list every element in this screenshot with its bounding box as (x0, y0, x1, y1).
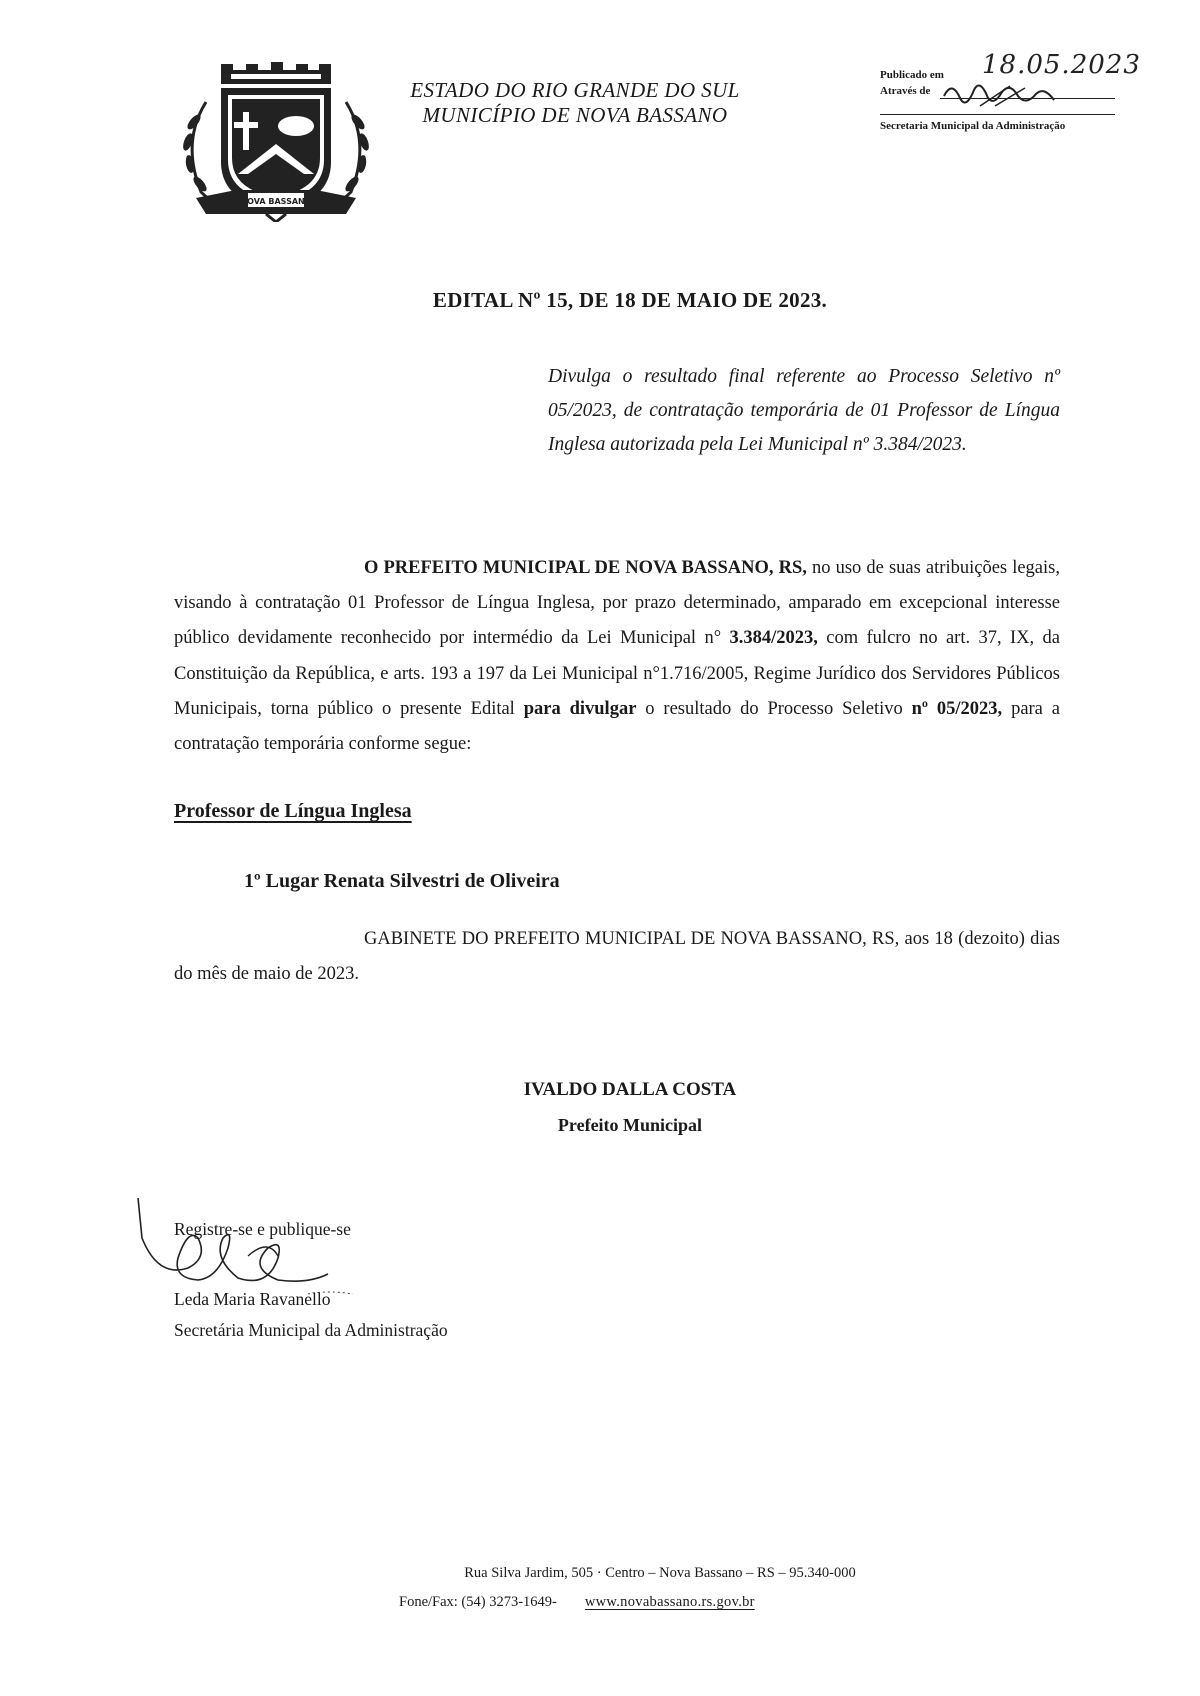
municipality-name: MUNICÍPIO DE NOVA BASSANO (422, 103, 728, 127)
law-reference: 3.384/2023, (729, 628, 818, 649)
footer-phone: Fone/Fax: (54) 3273-1649- (399, 1594, 557, 1610)
body-text-3: o resultado do Processo Seletivo (636, 698, 912, 719)
body-text-1: no uso de suas atribuições legais, visando à contratação 01 Professor de Língua Inglesa, por prazo determinado, amparado em excepcional interesse público devidamente reconhecido por intermédio da Lei Municipal n° (174, 558, 1060, 649)
registrar-title: Secretária Municipal da Administração (174, 1320, 448, 1340)
svg-text:NOVA BASSANO: NOVA BASSANO (240, 197, 312, 206)
action-phrase: para divulgar (523, 698, 637, 719)
coat-of-arms-logo (176, 62, 376, 222)
body-text-4: para a contratação temporária conforme segue: (174, 698, 1060, 755)
document-title: EDITAL Nº 15, DE 18 DE MAIO DE 2023. (432, 288, 828, 312)
department-label: Secretaria Municipal da Administração (880, 120, 1066, 132)
body-text-2: com fulcro no art. 37, IX, da Constituição da República, e arts. 193 a 197 da Lei Municipal n°1.716/2005, Regime Jurídico dos Servidores Públicos Municipais, torna público o presente Edital (174, 628, 1060, 719)
state-name: ESTADO DO RIO GRANDE DO SUL (410, 78, 740, 102)
closing-paragraph (174, 922, 1060, 992)
body-lead: O PREFEITO MUNICIPAL DE NOVA BASSANO, RS, (364, 558, 807, 578)
result-entry: 1º Lugar Renata Silvestri de Oliveira (244, 870, 560, 892)
body-paragraph (174, 551, 1060, 762)
publication-stamp (880, 50, 1141, 138)
via-label: Através de (880, 85, 931, 97)
section-title: Professor de Língua Inglesa (174, 800, 412, 822)
published-label: Publicado em (880, 69, 944, 81)
registration-text: Registre-se e publique-se (174, 1219, 351, 1239)
footer-contact (399, 1594, 755, 1611)
footer-website-link[interactable]: www.novabassano.rs.gov.br (584, 1594, 755, 1610)
published-date: 18.05.2023 (982, 50, 1141, 80)
signer-title: Prefeito Municipal (557, 1115, 703, 1135)
closing-text: GABINETE DO PREFEITO MUNICIPAL DE NOVA BASSANO, RS, aos 18 (dezoito) dias do mês de maio de 2023. (174, 929, 1060, 984)
registrar-name: Leda Maria Ravanello (174, 1289, 331, 1309)
process-reference: nº 05/2023, (911, 698, 1003, 719)
signer-name: IVALDO DALLA COSTA (523, 1079, 737, 1100)
stamp-signature-icon (940, 76, 1060, 112)
abstract-text: Divulga o resultado final referente ao Processo Seletivo nº 05/2023, de contratação temporária de 01 Professor de Língua Inglesa autorizada pela Lei Municipal nº 3.384/2023. (548, 366, 1060, 455)
footer-address: Rua Silva Jardim, 505 · Centro – Nova Bassano – RS – 95.340-000 (464, 1565, 856, 1581)
